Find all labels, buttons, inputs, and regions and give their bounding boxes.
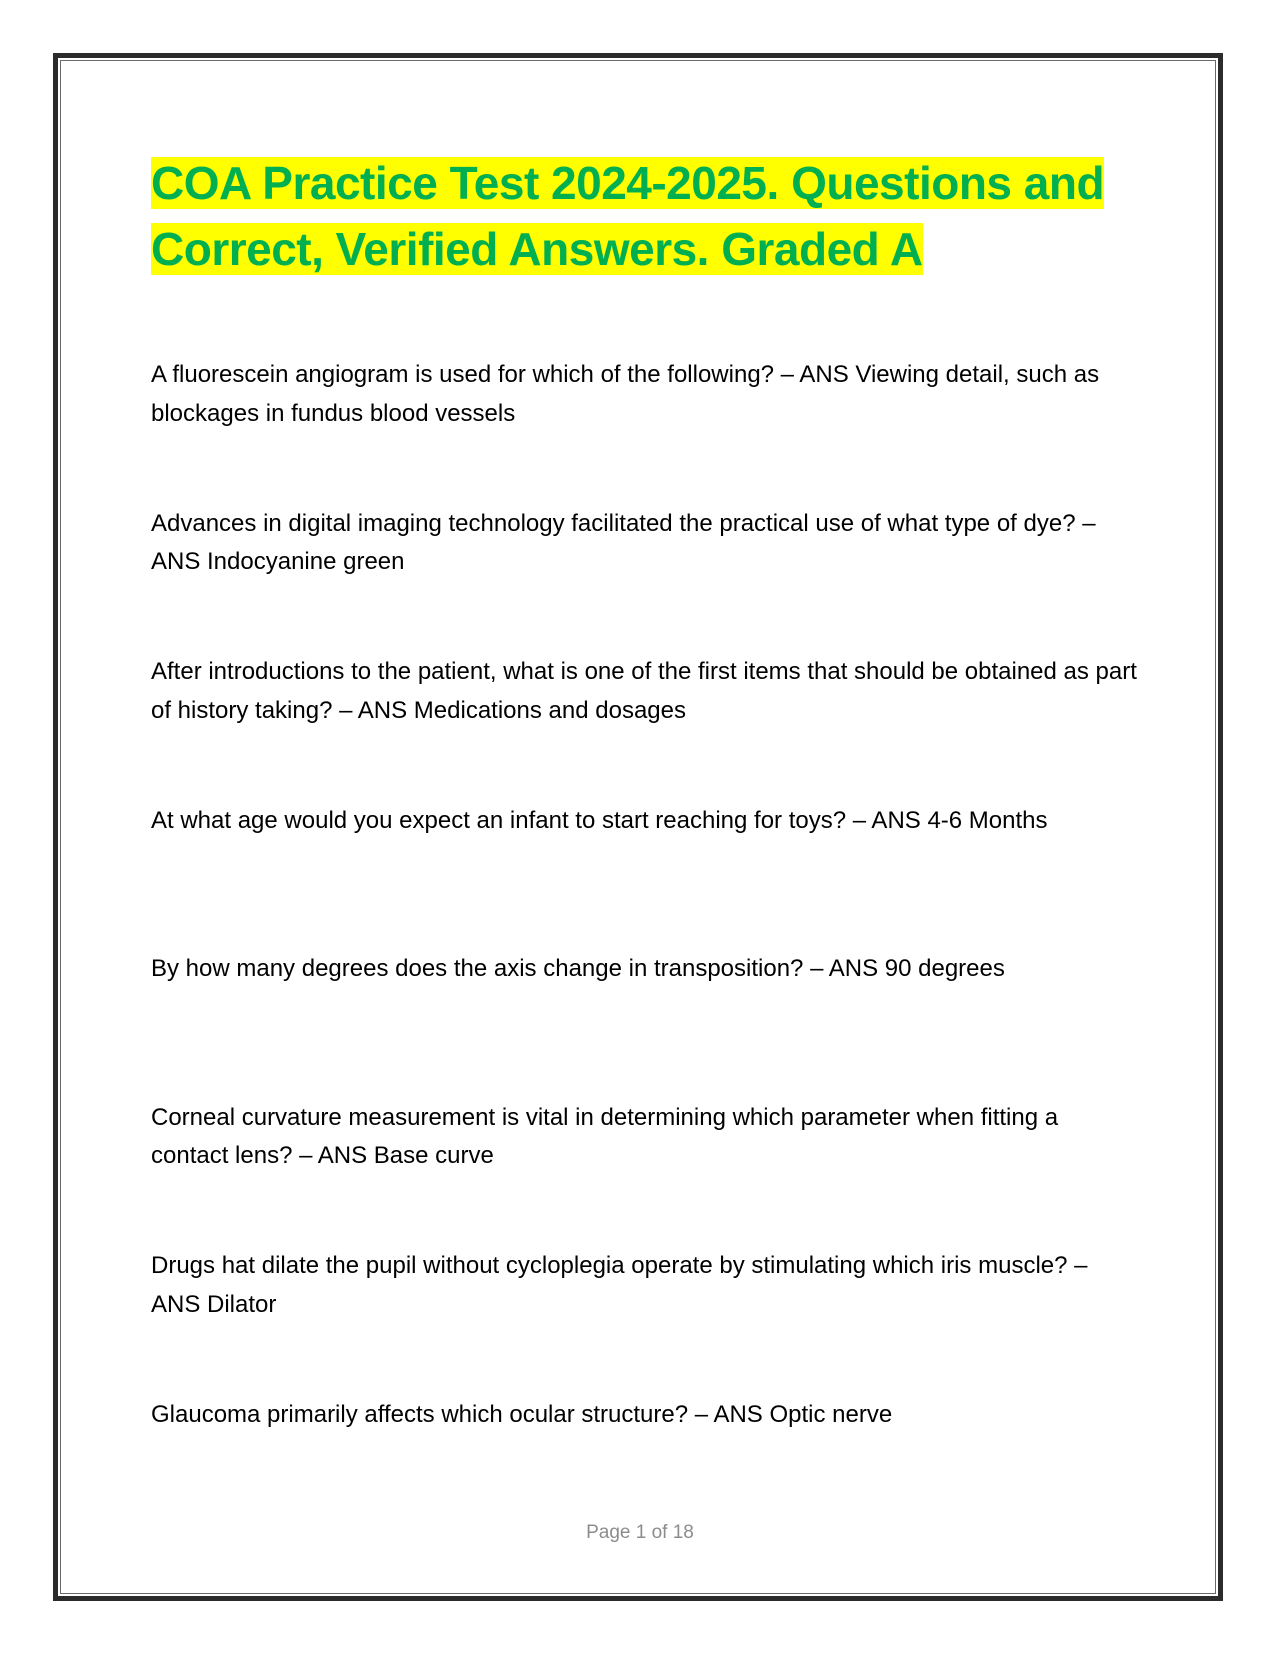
qa-item: A fluorescein angiogram is used for which of the following? – ANS Viewing detail, such as blockages in fundus blood vessels bbox=[151, 361, 1100, 427]
document-title-text: COA Practice Test 2024-2025. Questions and Correct, Verified Answers. Graded A bbox=[151, 157, 1105, 275]
qa-item: After introductions to the patient, what is one of the first items that should be obtained as part of history taking? – ANS Medications and dosages bbox=[151, 658, 1137, 724]
qa-item: Drugs hat dilate the pupil without cycloplegia operate by stimulating which iris muscle? – ANS Dilator bbox=[151, 1252, 1088, 1318]
qa-item: Glaucoma primarily affects which ocular structure? – ANS Optic nerve bbox=[151, 1400, 893, 1428]
document-header bbox=[151, 150, 1141, 282]
qa-list bbox=[151, 356, 1141, 1544]
document-title bbox=[151, 150, 1141, 282]
qa-item: At what age would you expect an infant to start reaching for toys? – ANS 4-6 Months bbox=[151, 806, 1048, 834]
page-footer: Page 1 of 18 bbox=[586, 1522, 694, 1543]
qa-item: By how many degrees does the axis change in transposition? – ANS 90 degrees bbox=[151, 955, 1005, 982]
qa-item: Advances in digital imaging technology facilitated the practical use of what type of dye? – ANS Indocyanine green bbox=[151, 509, 1096, 575]
qa-item: Corneal curvature measurement is vital in determining which parameter when fitting a contact lens? – ANS Base curve bbox=[151, 1103, 1059, 1169]
